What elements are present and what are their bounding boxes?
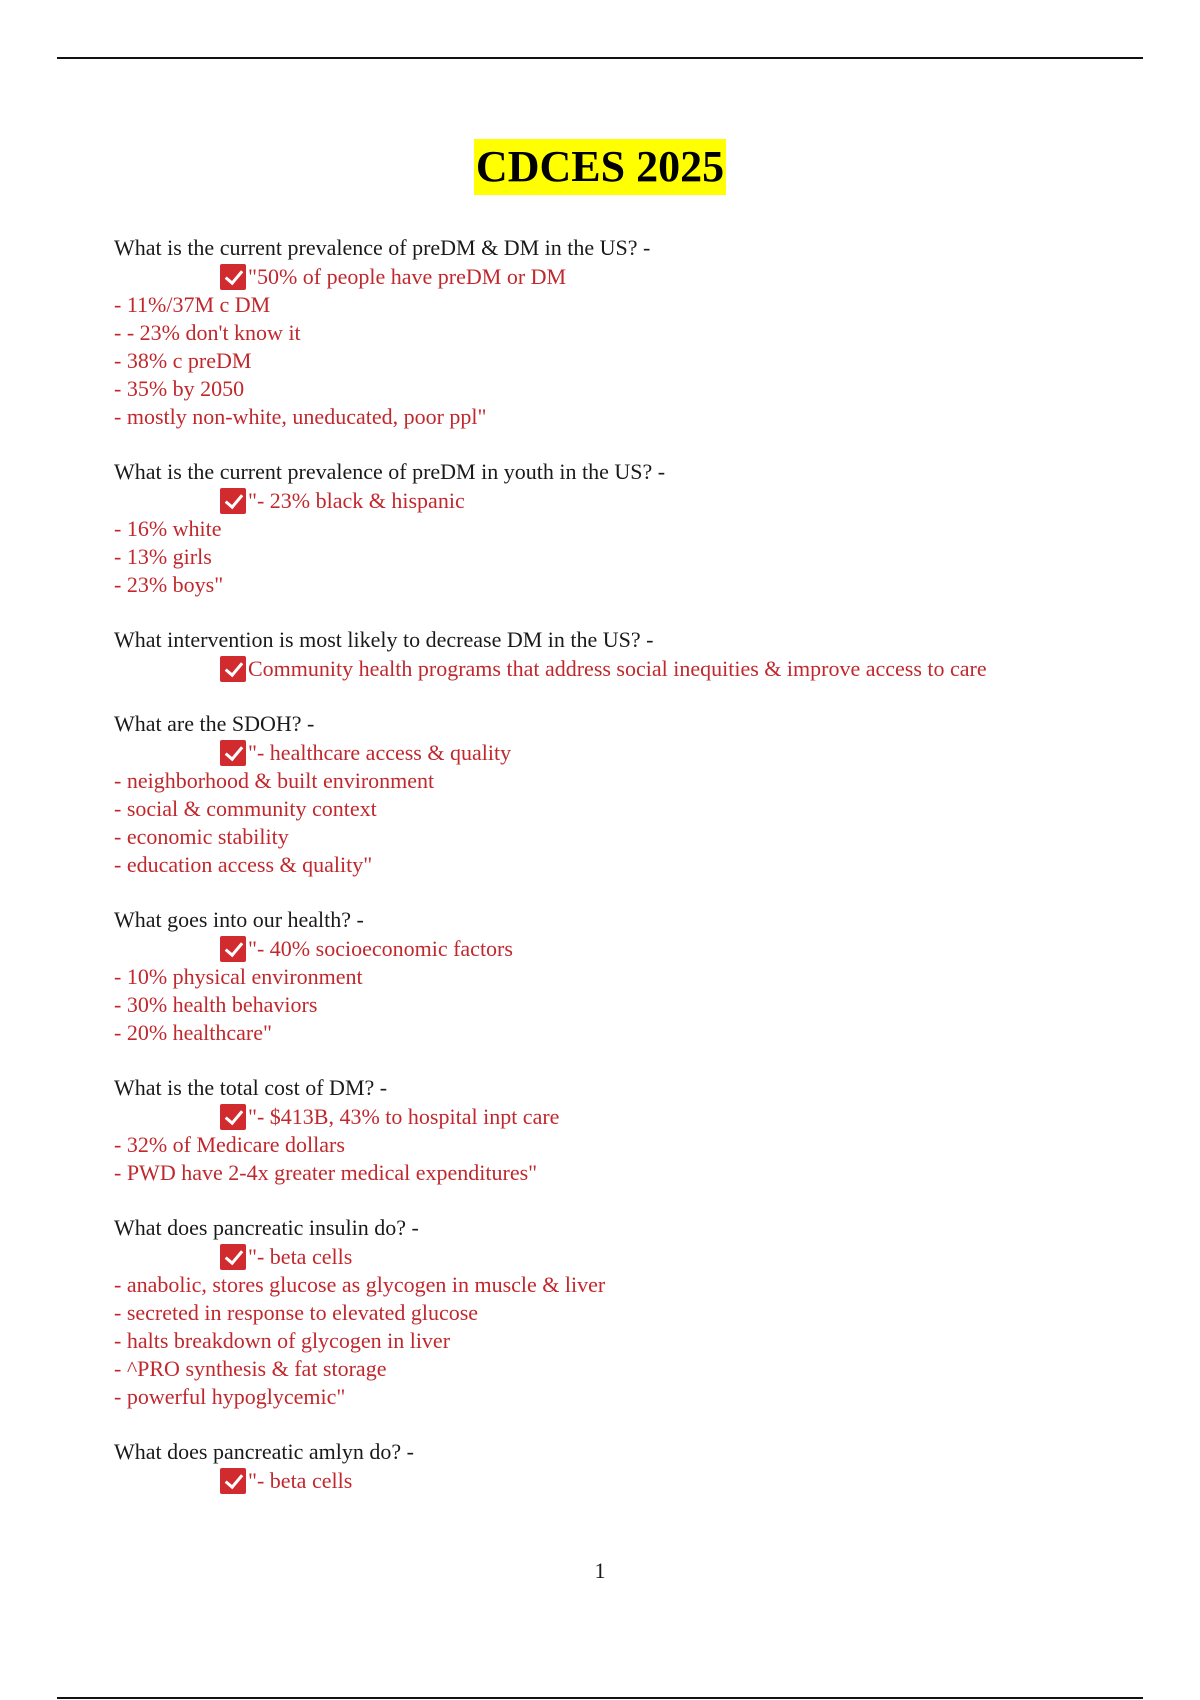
top-rule [57, 57, 1143, 59]
answer-text: "- beta cells [248, 1244, 353, 1269]
answer-line: - secreted in response to elevated glucose [114, 1300, 479, 1325]
qa-item [114, 1213, 1114, 1411]
qa-item [114, 905, 1114, 1047]
answer-line: - anabolic, stores glucose as glycogen in muscle & liver [114, 1272, 606, 1297]
checkmark-icon [220, 1468, 246, 1494]
bottom-rule [57, 1697, 1143, 1699]
qa-item [114, 1073, 1114, 1187]
question-text: What does pancreatic amlyn do? - [114, 1439, 414, 1464]
answer-text: Community health programs that address social inequities & improve access to care [248, 656, 987, 681]
answer-line: - powerful hypoglycemic" [114, 1384, 346, 1409]
checkmark-icon [220, 936, 246, 962]
question-text: What is the total cost of DM? - [114, 1075, 388, 1100]
answer-text: "- 40% socioeconomic factors [248, 936, 513, 961]
checkmark-icon [220, 1244, 246, 1270]
answer-line: - neighborhood & built environment [114, 768, 435, 793]
question-text: What goes into our health? - [114, 907, 364, 932]
answer-line: - economic stability [114, 824, 289, 849]
answer-first-line [114, 1102, 1114, 1131]
qa-item [114, 233, 1114, 431]
qa-item [114, 625, 1114, 683]
answer-text: "- 23% black & hispanic [248, 488, 465, 513]
answer-line: - 13% girls [114, 544, 212, 569]
answer-line: - - 23% don't know it [114, 320, 301, 345]
checkmark-icon [220, 1104, 246, 1130]
answer-line: - ^PRO synthesis & fat storage [114, 1356, 387, 1381]
answer-line: - 16% white [114, 516, 222, 541]
qa-list [114, 233, 1114, 1521]
answer-first-line [114, 738, 1114, 767]
qa-item [114, 709, 1114, 879]
answer-text: "50% of people have preDM or DM [248, 264, 567, 289]
qa-item [114, 457, 1114, 599]
answer-first-line [114, 934, 1114, 963]
answer-text: "- healthcare access & quality [248, 740, 512, 765]
answer-first-line [114, 262, 1114, 291]
answer-line: - social & community context [114, 796, 377, 821]
answer-first-line [114, 1466, 1114, 1495]
answer-line: - PWD have 2-4x greater medical expenditures" [114, 1160, 538, 1185]
qa-item [114, 1437, 1114, 1495]
answer-text: "- beta cells [248, 1468, 353, 1493]
title-container [0, 139, 1200, 195]
answer-line: - halts breakdown of glycogen in liver [114, 1328, 451, 1353]
answer-line: - 38% c preDM [114, 348, 252, 373]
answer-line: - 20% healthcare" [114, 1020, 273, 1045]
answer-line: - education access & quality" [114, 852, 373, 877]
question-text: What is the current prevalence of preDM in youth in the US? - [114, 459, 666, 484]
question-text: What intervention is most likely to decrease DM in the US? - [114, 627, 654, 652]
answer-line: - mostly non-white, uneducated, poor ppl" [114, 404, 487, 429]
answer-first-line [114, 1242, 1114, 1271]
answer-line: - 35% by 2050 [114, 376, 245, 401]
page-number: 1 [594, 1558, 606, 1583]
question-text: What are the SDOH? - [114, 711, 315, 736]
answer-line: - 32% of Medicare dollars [114, 1132, 345, 1157]
answer-text: "- $413B, 43% to hospital inpt care [248, 1104, 560, 1129]
question-text: What does pancreatic insulin do? - [114, 1215, 419, 1240]
answer-first-line [114, 654, 1114, 683]
answer-line: - 10% physical environment [114, 964, 363, 989]
checkmark-icon [220, 488, 246, 514]
checkmark-icon [220, 264, 246, 290]
answer-line: - 11%/37M c DM [114, 292, 271, 317]
checkmark-icon [220, 740, 246, 766]
checkmark-icon [220, 656, 246, 682]
answer-line: - 23% boys" [114, 572, 224, 597]
question-text: What is the current prevalence of preDM & DM in the US? - [114, 235, 651, 260]
answer-line: - 30% health behaviors [114, 992, 318, 1017]
page-title: CDCES 2025 [474, 139, 726, 195]
answer-first-line [114, 486, 1114, 515]
